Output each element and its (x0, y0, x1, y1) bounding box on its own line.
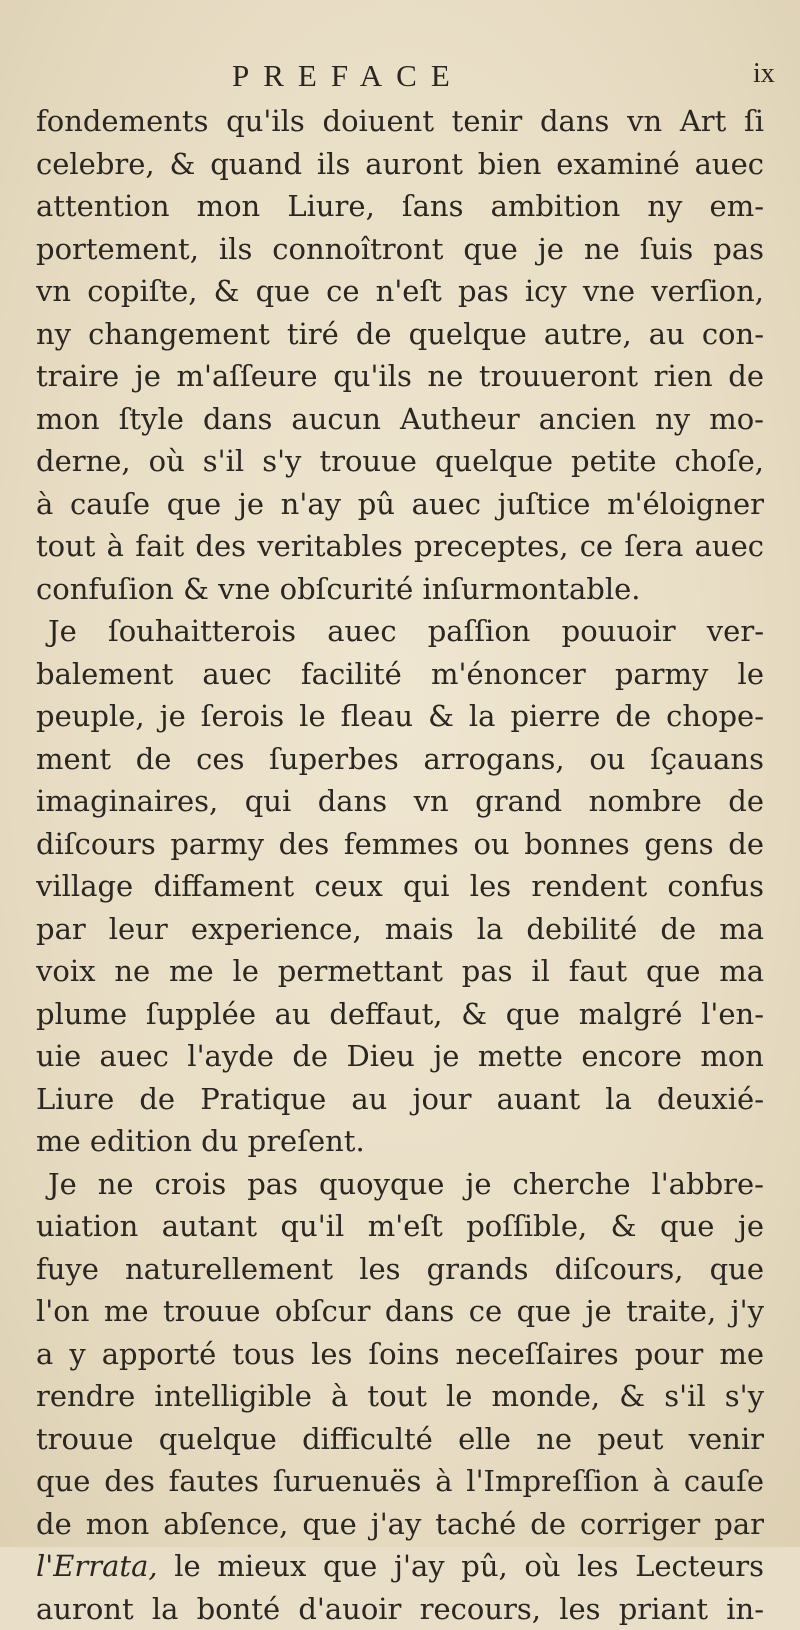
text-line: tout à fait des veritables preceptes, ce ſera auec (36, 525, 764, 568)
paragraph-1 (36, 100, 764, 610)
text-line: trouue quelque difficulté elle ne peut venir (36, 1418, 764, 1461)
text-line: l'on me trouue obſcur dans ce que je traite, j'y (36, 1290, 764, 1333)
text-line: confuſion & vne obſcurité inſurmontable. (36, 568, 764, 611)
text-line: peuple, je ſerois le fleau & la pierre de chope- (36, 695, 764, 738)
text-line: portement, ils connoîtront que je ne ſuis pas (36, 228, 764, 271)
text-line: attention mon Liure, ſans ambition ny em- (36, 185, 764, 228)
text-line: uie auec l'ayde de Dieu je mette encore mon (36, 1035, 764, 1078)
text-line: par leur experience, mais la debilité de ma (36, 908, 764, 951)
text-line: Liure de Pratique au jour auant la deuxié- (36, 1078, 764, 1121)
text-line: fuye naturellement les grands diſcours, que (36, 1248, 764, 1291)
text-line: rendre intelligible à tout le monde, & s'il s'y (36, 1375, 764, 1418)
text-line-errata (36, 1545, 764, 1588)
running-title: PREFACE (232, 58, 464, 94)
text-line: a y apporté tous les ſoins neceſſaires pour me (36, 1333, 764, 1376)
text-line: balement auec facilité m'énoncer parmy le (36, 653, 764, 696)
text-line: de mon abſence, que j'ay taché de corriger par (36, 1503, 764, 1546)
text-line: village diffament ceux qui les rendent confus (36, 865, 764, 908)
text-line: à cauſe que je n'ay pû auec juſtice m'éloigner (36, 483, 764, 526)
errata-reference: l'Errata, (36, 1549, 158, 1583)
text-line: imaginaires, qui dans vn grand nombre de (36, 780, 764, 823)
paragraph-2 (36, 610, 764, 1163)
text-line: Je ne crois pas quoyque je cherche l'abbre- (36, 1163, 764, 1206)
text-line: traire je m'aſſeure qu'ils ne trouueront rien de (36, 355, 764, 398)
text-line: mon ſtyle dans aucun Autheur ancien ny mo- (36, 398, 764, 441)
text-line: vn copiſte, & que ce n'eſt pas icy vne verſion, (36, 270, 764, 313)
text-line: plume ſupplée au deffaut, & que malgré l'en- (36, 993, 764, 1036)
text-line: fondements qu'ils doiuent tenir dans vn Art ſi (36, 100, 764, 143)
text-line: me edition du preſent. (36, 1120, 764, 1163)
text-line: uiation autant qu'il m'eſt poſſible, & que je (36, 1205, 764, 1248)
text-line: celebre, & quand ils auront bien examiné auec (36, 143, 764, 186)
text-line: ment de ces ſuperbes arrogans, ou ſçauans (36, 738, 764, 781)
text-line-rest: le mieux que j'ay pû, où les Lecteurs (174, 1549, 764, 1583)
body-text (36, 100, 764, 1630)
text-line: auront la bonté d'auoir recours, les priant in- (36, 1588, 764, 1630)
text-line: Je ſouhaitterois auec paſſion pouuoir ver- (36, 610, 764, 653)
text-line: que des fautes ſuruenuës à l'Impreſſion à cauſe (36, 1460, 764, 1503)
text-line: diſcours parmy des femmes ou bonnes gens de (36, 823, 764, 866)
text-line: voix ne me le permettant pas il faut que ma (36, 950, 764, 993)
page-header (0, 58, 800, 98)
text-line: ny changement tiré de quelque autre, au con- (36, 313, 764, 356)
paragraph-3 (36, 1163, 764, 1630)
text-line: derne, où s'il s'y trouue quelque petite choſe, (36, 440, 764, 483)
page-number: ix (753, 58, 775, 90)
